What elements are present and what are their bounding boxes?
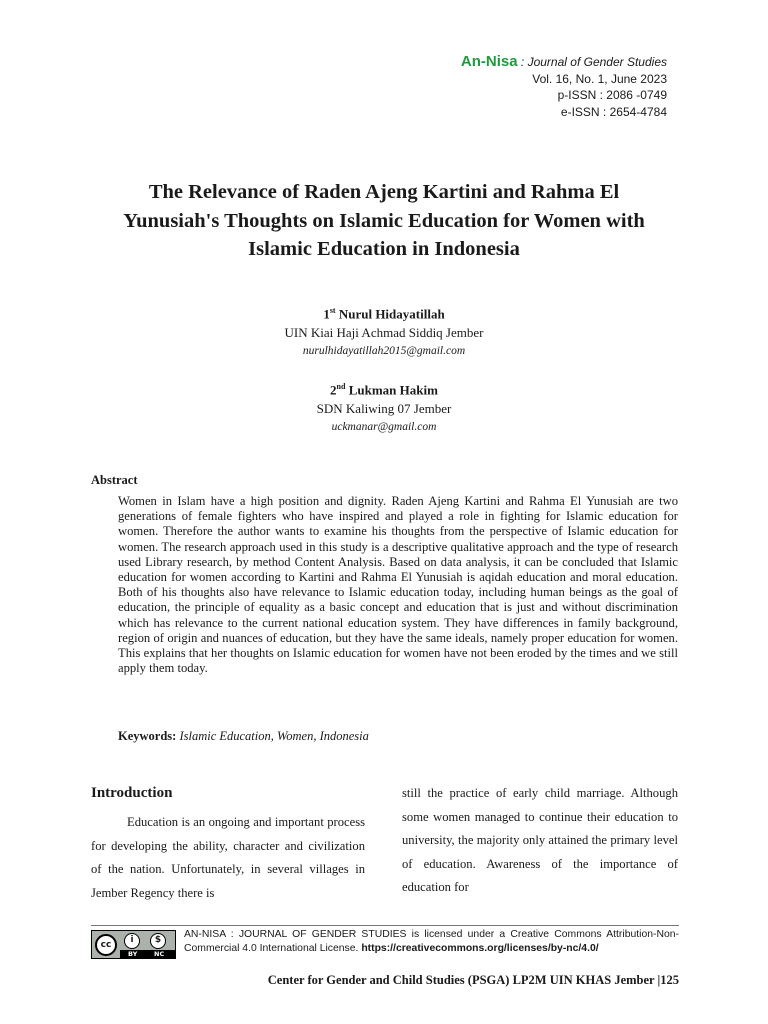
intro-paragraph: Education is an ongoing and important process for developing the ability, character and civilization of the nation. Unfortunately, in several villages in Jember Regency there is bbox=[91, 815, 365, 900]
person-icon: i bbox=[124, 933, 140, 949]
abstract-heading: Abstract bbox=[91, 473, 138, 487]
cc-icon: cc bbox=[95, 934, 117, 956]
nc-dollar-icon: $ bbox=[150, 933, 166, 949]
footer-institution: Center for Gender and Child Studies (PSGA) LP2M UIN KHAS Jember bbox=[267, 973, 655, 987]
keywords-value: Islamic Education, Women, Indonesia bbox=[176, 729, 369, 743]
author-email[interactable]: nurulhidayatillah2015@gmail.com bbox=[302, 345, 466, 358]
author-name: 2nd Lukman Hakim bbox=[330, 382, 438, 398]
license-text: AN-NISA : JOURNAL OF GENDER STUDIES is licensed under a Creative Commons Attribution-Non-Commercial 4.0 International License. https://creativecommons.org/licenses/by-nc/4.0/ bbox=[184, 929, 679, 954]
author-email[interactable]: uckmanar@gmail.com bbox=[331, 421, 437, 434]
page-number: 125 bbox=[660, 973, 679, 987]
author-affiliation: UIN Kiai Haji Achmad Siddiq Jember bbox=[284, 324, 484, 340]
intro-left-column bbox=[91, 811, 365, 905]
journal-subtitle: : Journal of Gender Studies bbox=[517, 55, 667, 69]
author-1 bbox=[100, 302, 668, 361]
journal-title-line bbox=[461, 54, 667, 71]
cc-by-nc-badge-icon[interactable] bbox=[91, 930, 176, 959]
journal-header bbox=[461, 54, 667, 120]
intro-right-column bbox=[402, 782, 678, 900]
abstract-text: Women in Islam have a high position and dignity. Raden Ajeng Kartini and Rahma El Yunusiah are two generations of female fighters who have inspired and played a role in fighting for Islamic education for women. Therefore the author wants to examine his thoughts from the perspective of Islamic education for women. The research approach used in this study is a descriptive qualitative approach and the type of research used Library research, by method Content Analysis. Based on data analysis, it can be concluded that Islamic education for women according to Kartini and Rahma El Yunusiah is aqidah education and moral education. Both of his thoughts also have relevance to Islamic education today, including human beings as the goal of education, the principle of equality as a basic concept and education that is just and without discrimination which has relevance to the current national education system. They have differences in family background, region of origin and nuances of education, but they have the same ideals, namely proper education for women. This explains that her thoughts on Islamic education for women have not been eroded by the times and we still apply them today. bbox=[118, 494, 678, 676]
keywords-label: Keywords: bbox=[118, 729, 177, 743]
author-name: 1st Nurul Hidayatillah bbox=[323, 306, 445, 322]
author-2 bbox=[100, 378, 668, 437]
badge-label bbox=[120, 950, 176, 958]
keywords bbox=[118, 729, 369, 744]
page-footer bbox=[268, 973, 679, 988]
introduction-heading: Introduction bbox=[91, 785, 173, 801]
license-url[interactable]: https://creativecommons.org/licenses/by-nc/4.0/ bbox=[361, 942, 599, 954]
badge-by-label: BY bbox=[128, 950, 138, 958]
journal-volume: Vol. 16, No. 1, June 2023 bbox=[532, 71, 667, 86]
badge-nc-label: NC bbox=[154, 950, 165, 958]
journal-eissn: e-ISSN : 2654-4784 bbox=[560, 104, 667, 119]
journal-pissn: p-ISSN : 2086 -0749 bbox=[557, 88, 667, 102]
author-affiliation: SDN Kaliwing 07 Jember bbox=[316, 400, 452, 416]
footer-separator: | bbox=[654, 973, 661, 987]
license-block bbox=[91, 925, 679, 960]
intro-paragraph-continued: still the practice of early child marriage. Although some women managed to continue their education to university, the majority only attained the primary level of education. Awareness of the importance of education for bbox=[402, 786, 678, 895]
journal-name: An-Nisa bbox=[460, 53, 518, 70]
paper-title: The Relevance of Raden Ajeng Kartini and Rahma El Yunusiah's Thoughts on Islamic Education for Women with Islamic Education in Indonesia bbox=[123, 181, 645, 260]
